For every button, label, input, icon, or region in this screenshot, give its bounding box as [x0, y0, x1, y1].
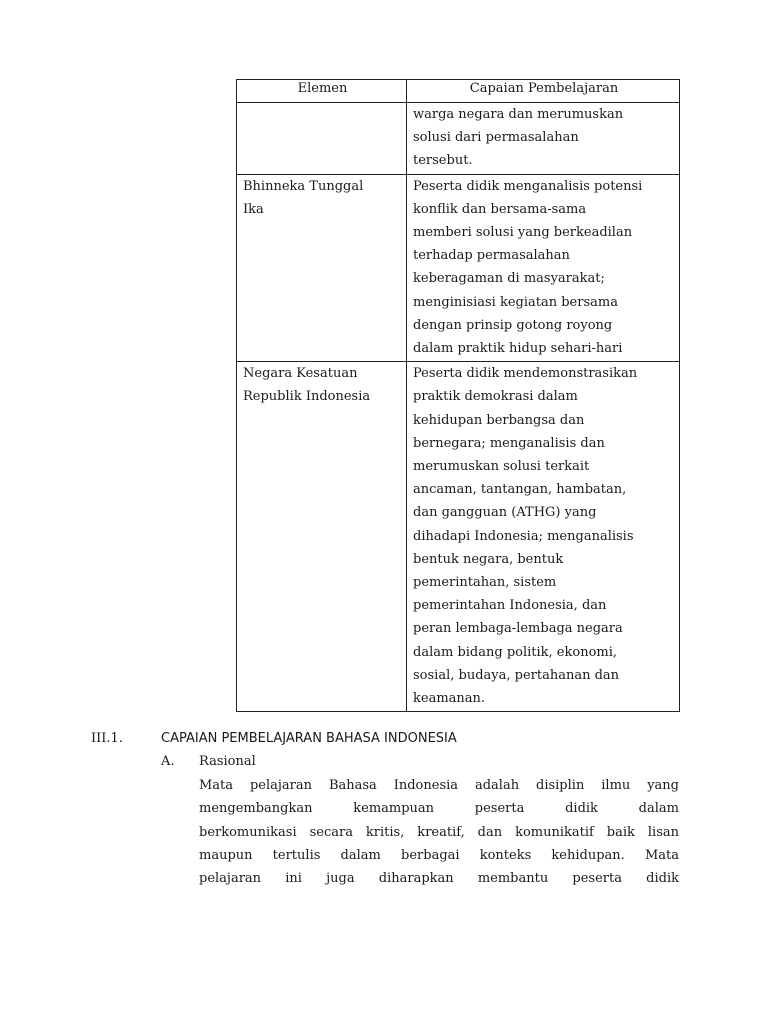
capaian-line: dalam bidang politik, ekonomi,	[413, 644, 618, 660]
capaian-line: dan gangguan (ATHG) yang	[413, 505, 597, 521]
capaian-line: menginisiasi kegiatan bersama	[413, 294, 618, 310]
capaian-line: warga negara dan merumuskan	[413, 107, 624, 122]
capaian-line: pemerintahan Indonesia, dan	[413, 598, 607, 614]
capaian-line: peran lembaga-lembaga negara	[413, 621, 623, 637]
element-line: Ika	[243, 201, 264, 217]
capaian-cell	[407, 362, 680, 712]
capaian-line: sosial, budaya, pertahanan dan	[413, 667, 620, 683]
capaian-line: merumuskan solusi terkait	[413, 459, 590, 475]
table-row	[237, 103, 680, 175]
capaian-cell	[407, 174, 680, 362]
capaian-line: dengan prinsip gotong royong	[413, 317, 613, 333]
capaian-line: terhadap permasalahan	[413, 248, 570, 264]
header-elemen: Elemen	[237, 80, 407, 103]
capaian-line: praktik demokrasi dalam	[413, 389, 578, 405]
capaian-line: tersebut.	[413, 153, 473, 169]
paragraph-line: mengembangkan kemampuan peserta didik dalam	[199, 801, 679, 817]
table-row	[237, 362, 680, 712]
element-cell	[237, 362, 407, 712]
capaian-line: bernegara; menganalisis dan	[413, 435, 605, 451]
capaian-line: keamanan.	[413, 691, 486, 707]
capaian-line: kehidupan berbangsa dan	[413, 412, 585, 428]
capaian-line: konflik dan bersama-sama	[413, 201, 587, 217]
capaian-line: dalam praktik hidup sehari-hari	[413, 341, 623, 357]
section-number: III.1.	[91, 731, 123, 746]
section-title: CAPAIAN PEMBELAJARAN BAHASA INDONESIA	[161, 731, 457, 746]
paragraph-line: Mata pelajaran Bahasa Indonesia adalah disiplin ilmu yang	[199, 778, 679, 793]
rasional-paragraph	[199, 774, 679, 890]
paragraph-line: berkomunikasi secara kritis, kreatif, dan komunikatif baik lisan	[199, 824, 679, 840]
capaian-cell	[407, 103, 680, 175]
header-capaian: Capaian Pembelajaran	[407, 80, 680, 103]
table-header-row	[237, 80, 680, 103]
paragraph-line: maupun tertulis dalam berbagai konteks kehidupan. Mata	[199, 847, 679, 863]
paragraph-line: pelajaran ini juga diharapkan membantu peserta didik	[199, 871, 679, 887]
subsection-title: Rasional	[199, 754, 256, 769]
capaian-line: Peserta didik menganalisis potensi	[413, 178, 643, 194]
subsection-letter: A.	[161, 754, 175, 769]
capaian-line: Peserta didik mendemonstrasikan	[413, 366, 638, 382]
capaian-line: keberagaman di masyarakat;	[413, 271, 605, 287]
element-line: Republik Indonesia	[243, 389, 371, 405]
capaian-line: dihadapi Indonesia; menganalisis	[413, 528, 634, 544]
table-row	[237, 174, 680, 362]
element-line: Negara Kesatuan	[243, 366, 358, 382]
capaian-line: solusi dari permasalahan	[413, 130, 579, 146]
capaian-line: pemerintahan, sistem	[413, 575, 557, 591]
element-cell	[237, 103, 407, 175]
capaian-table	[236, 79, 680, 712]
capaian-line: memberi solusi yang berkeadilan	[413, 225, 633, 241]
element-cell	[237, 174, 407, 362]
element-line: Bhinneka Tunggal	[243, 178, 364, 194]
capaian-line: bentuk negara, bentuk	[413, 551, 564, 567]
capaian-line: ancaman, tantangan, hambatan,	[413, 482, 627, 498]
